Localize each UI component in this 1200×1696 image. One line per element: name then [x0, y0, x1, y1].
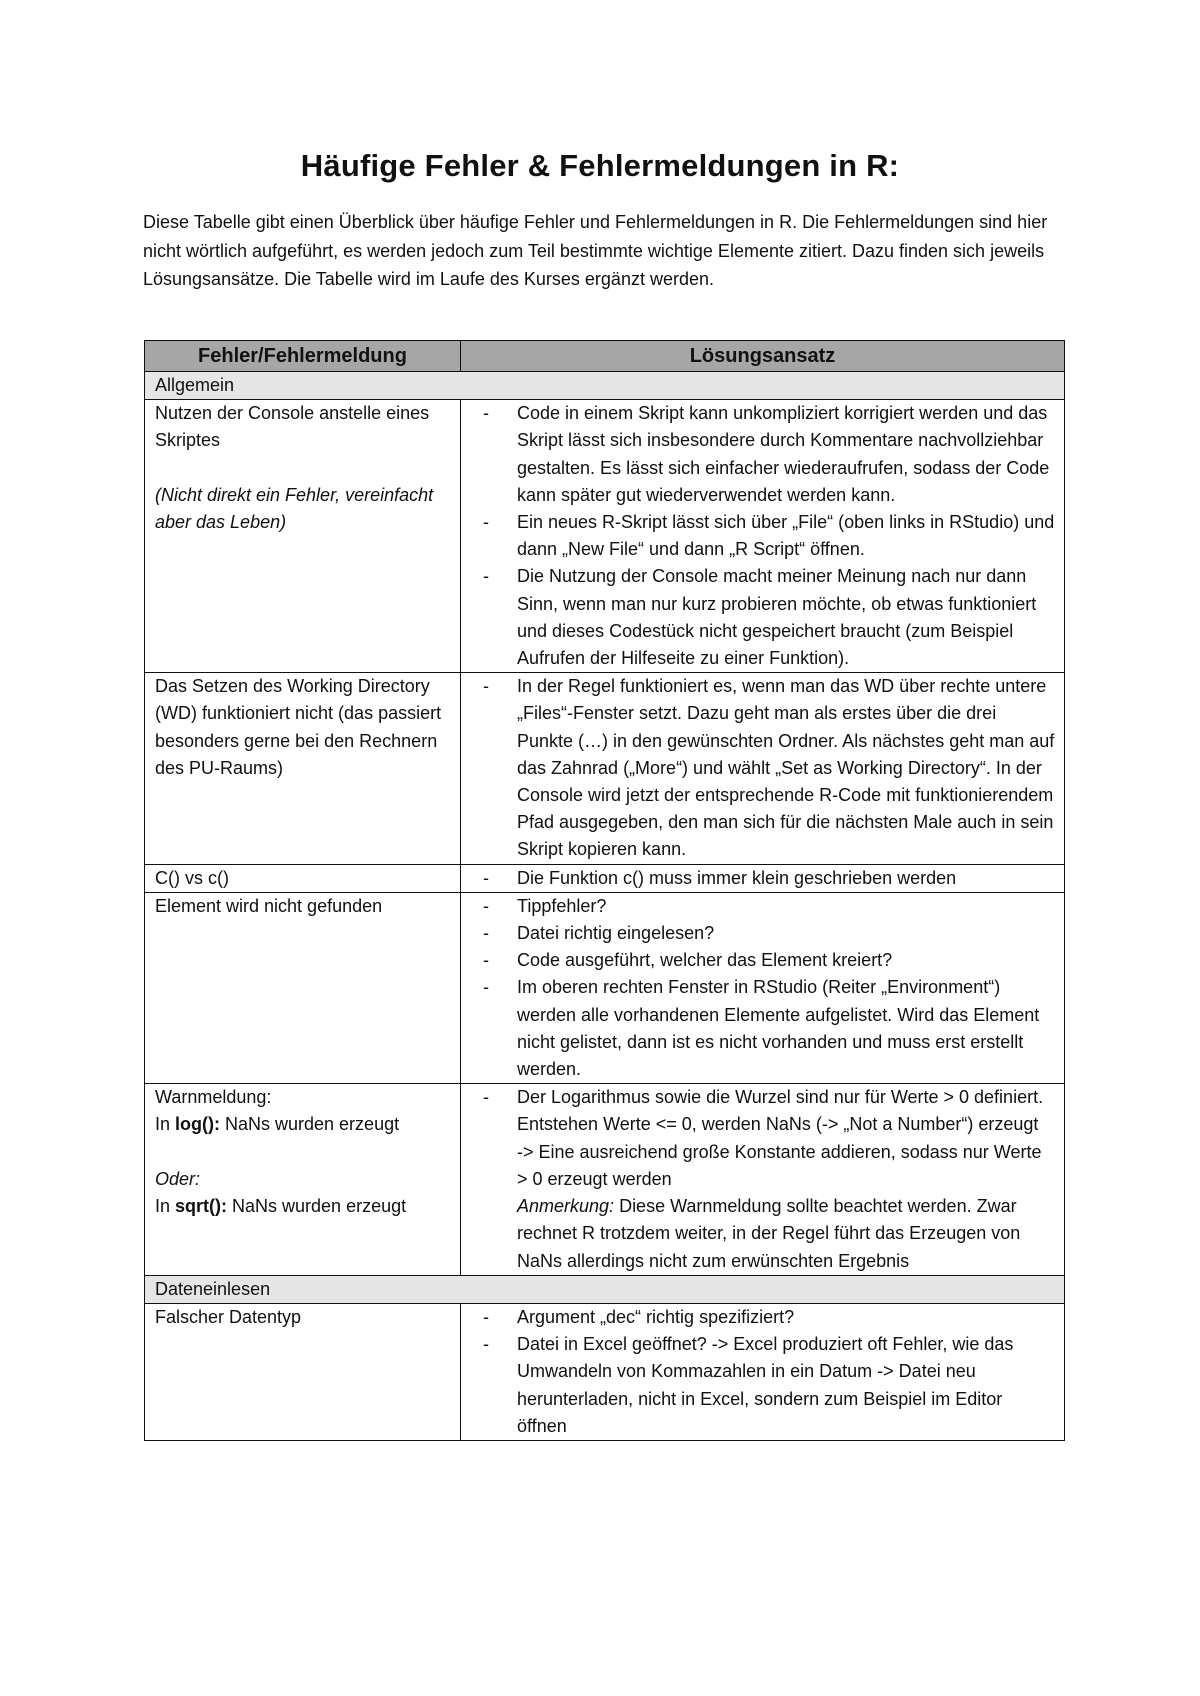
- solution-item: - Code in einem Skript kann unkompliziert korrigiert werden und das Skript lässt sich insbesondere durch Kommentare nachvollziehbar gestalten. Es lässt sich einfacher wiederaufrufen, sodass der Code kann später gut wiederverwendet werden kann.: [473, 400, 1056, 509]
- solution-item: - Die Funktion c() muss immer klein geschrieben werden: [473, 865, 1056, 892]
- table-header-row: [145, 341, 1065, 372]
- section-label: Allgemein: [145, 372, 1065, 400]
- intro-paragraph: Diese Tabelle gibt einen Überblick über häufige Fehler und Fehlermeldungen in R. Die Fehlermeldungen sind hier nicht wörtlich aufgeführt, es werden jedoch zum Teil bestimmte wichtige Elemente zitiert. Dazu finden sich jeweils Lösungsansätze. Die Tabelle wird im Laufe des Kurses ergänzt werden.: [143, 212, 1048, 289]
- oder-label: Oder:: [155, 1168, 201, 1189]
- table-row: [145, 864, 1065, 892]
- solution-cell: [461, 1084, 1065, 1275]
- solution-item: - Datei richtig eingelesen?: [473, 920, 1056, 947]
- error-cell: [145, 1084, 461, 1275]
- section-row-dateneinlesen: [145, 1275, 1065, 1303]
- warning-sqrt: In sqrt(): NaNs wurden erzeugt: [155, 1195, 407, 1216]
- table-row: [145, 892, 1065, 1083]
- solution-cell: [461, 400, 1065, 673]
- solution-cell: [461, 1303, 1065, 1440]
- error-text: Falscher Datentyp: [155, 1306, 302, 1327]
- note-text: Diese Warnmeldung sollte beachtet werden. Zwar rechnet R trotzdem weiter, in der Regel führt das Erzeugen von NaNs allerdings nicht zum erwünschten Ergebnis: [517, 1196, 1021, 1271]
- solution-arrow-text: -> Eine ausreichend große Konstante addieren, sodass nur Werte > 0 erzeugt werden: [517, 1141, 1042, 1189]
- solution-item: - Code ausgeführt, welcher das Element kreiert?: [473, 947, 1056, 974]
- error-text: C() vs c(): [155, 867, 229, 888]
- error-cell: [145, 864, 461, 892]
- table-row: [145, 400, 1065, 673]
- error-table: [144, 340, 1065, 1441]
- section-label: Dateneinlesen: [145, 1275, 1065, 1303]
- solution-item: - Datei in Excel geöffnet? -> Excel produziert oft Fehler, wie das Umwandeln von Kommazahlen in ein Datum -> Datei neu herunterladen, nicht in Excel, sondern zum Beispiel im Editor öffnen: [473, 1331, 1056, 1440]
- solution-cell: [461, 864, 1065, 892]
- solution-item: - Ein neues R-Skript lässt sich über „File“ (oben links in RStudio) und dann „New File“ und dann „R Script“ öffnen.: [473, 509, 1056, 563]
- note-label: Anmerkung:: [517, 1196, 615, 1217]
- solution-item: - In der Regel funktioniert es, wenn man das WD über rechte untere „Files“-Fenster setzt. Dazu geht man als erstes über die drei Punkte (…) in den gewünschten Ordner. Als nächstes geht man auf das Zahnrad („More“) und wählt „Set as Working Directory“. In der Console wird jetzt der entsprechende R-Code mit funktionierendem Pfad ausgegeben, den man sich für die nächsten Male auch in sein Skript kopieren kann.: [473, 673, 1056, 863]
- table-row: [145, 673, 1065, 864]
- error-cell: [145, 1303, 461, 1440]
- table-row: [145, 1303, 1065, 1440]
- solution-item: - Argument „dec“ richtig spezifiziert?: [473, 1304, 1056, 1331]
- error-text: Nutzen der Console anstelle eines Skriptes: [155, 403, 430, 451]
- solution-item: - Der Logarithmus sowie die Wurzel sind nur für Werte > 0 definiert. Entstehen Werte <= 0, werden NaNs (-> „Not a Number“) erzeugt -> Eine ausreichend große Konstante addieren, sodass nur Werte > 0 erzeugt werden Anmerkung: Diese Warnmeldung sollte beachtet werden. Zwar rechnet R trotzdem weiter, in der Regel führt das Erzeugen von NaNs allerdings nicht zum erwünschten Ergebnis: [473, 1084, 1056, 1274]
- header-error: Fehler/Fehlermeldung: [145, 341, 461, 372]
- function-log: log():: [175, 1114, 220, 1135]
- section-row-allgemein: [145, 372, 1065, 400]
- warning-log: In log(): NaNs wurden erzeugt: [155, 1114, 400, 1135]
- function-sqrt: sqrt():: [175, 1195, 228, 1216]
- error-cell: [145, 400, 461, 673]
- solution-item: - Die Nutzung der Console macht meiner Meinung nach nur dann Sinn, wenn man nur kurz probieren möchte, ob etwas funktioniert und dieses Codestück nicht gespeichert braucht (zum Beispiel Aufrufen der Hilfeseite zu einer Funktion).: [473, 563, 1056, 672]
- warning-label: Warnmeldung:: [155, 1087, 272, 1108]
- error-text: Das Setzen des Working Directory (WD) funktioniert nicht (das passiert besonders gerne bei den Rechnern des PU-Raums): [155, 676, 442, 778]
- solution-cell: [461, 892, 1065, 1083]
- page-title: Häufige Fehler & Fehlermeldungen in R:: [300, 148, 900, 183]
- solution-item: - Tippfehler?: [473, 893, 1056, 920]
- table-row: [145, 1084, 1065, 1275]
- error-cell: [145, 673, 461, 864]
- error-note: (Nicht direkt ein Fehler, vereinfacht aber das Leben): [155, 484, 434, 532]
- error-text: Element wird nicht gefunden: [155, 895, 383, 916]
- solution-item: - Im oberen rechten Fenster in RStudio (Reiter „Environment“) werden alle vorhandenen Elemente aufgelistet. Wird das Element nicht gelistet, dann ist es nicht vorhanden und muss erst erstellt werden.: [473, 974, 1056, 1083]
- header-solution: Lösungsansatz: [461, 341, 1065, 372]
- error-cell: [145, 892, 461, 1083]
- solution-cell: [461, 673, 1065, 864]
